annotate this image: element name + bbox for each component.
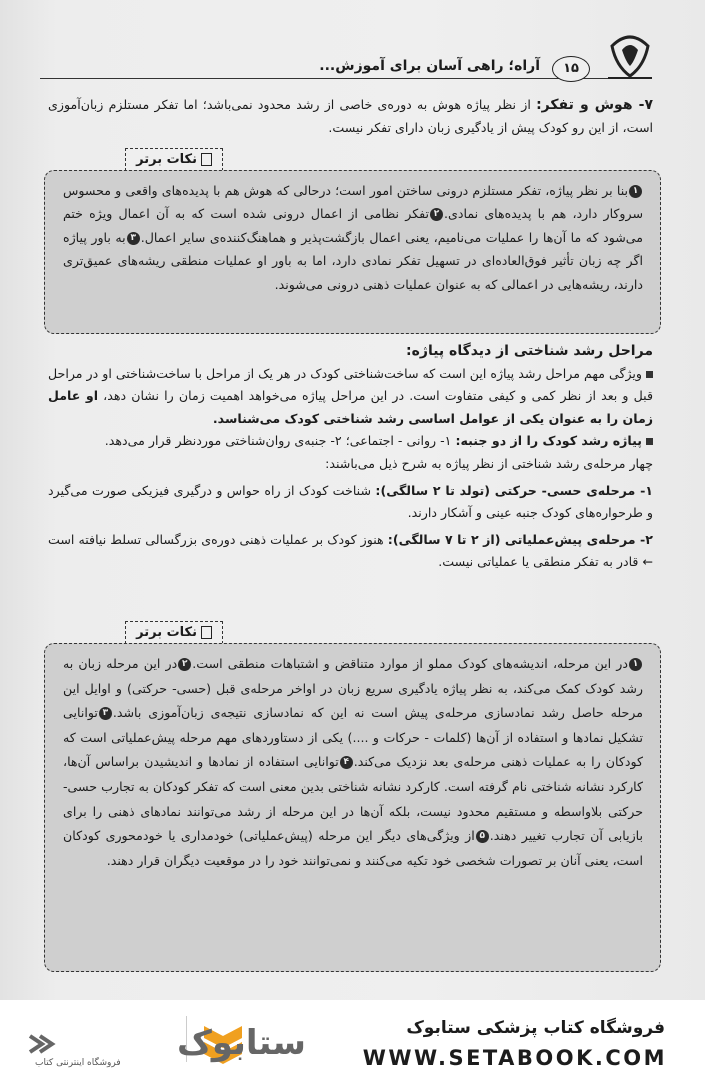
section-7-body: از نظر پیاژه هوش به دوره‌ی خاصی از رشد محدود نمی‌باشد؛ اما تفکر مستلزم زبان‌آموزی است، از این رو کودک پیش از یادگیری زبان دارای تفکر نیست. <box>48 97 653 135</box>
page-header <box>40 56 650 90</box>
tip-number-badge: ۵ <box>476 830 489 843</box>
running-title: آراه؛ راهی آسان برای آموزش... <box>319 58 540 74</box>
tip-number-badge: ۲ <box>178 658 191 671</box>
tip-1: در این مرحله، اندیشه‌های کودک مملو از موارد متناقض و اشتباهات منطقی است. <box>192 656 628 671</box>
stages-p3: چهار مرحله‌ی رشد شناختی از نظر پیاژه به شرح ذیل می‌باشند: <box>325 455 653 471</box>
tip-number-badge: ۱ <box>629 658 642 671</box>
tip-number-badge: ۴ <box>340 756 353 769</box>
section-7-paragraph <box>48 94 653 139</box>
tip-3: توانایی تشکیل نمادها و استفاده از آن‌ها (کلمات - حرکات و ....) یکی از دستاوردهای مهم مرحله پیش‌عملیاتی است که کودکان را به عملیات ذهنی مرحله‌ی بعد نزدیک می‌کند. <box>63 705 643 770</box>
bullet-square-icon <box>646 438 653 445</box>
tips-box-1-text <box>63 179 643 296</box>
header-rule <box>40 78 612 79</box>
stage-1-body: شناخت کودک از راه حواس و درگیری فیزیکی صورت می‌گیرد و طرحواره‌های کودک جنبه عینی و آشکار دارند. <box>48 482 653 521</box>
note-icon <box>201 626 212 639</box>
tip-number-badge: ۳ <box>127 232 140 245</box>
stage-2-body: هنوز کودک بر عملیات ذهنی دوره‌ی بزرگسالی تسلط نیافته است ← قادر به تفکر منطقی یا عملیاتی نیست. <box>48 531 653 570</box>
tip-5: از ویژگی‌های دیگر این مرحله (پیش‌عملیاتی) خودمداری یا خودمحوری کودکان است، یعنی آنان بر تصورات شخصی خود تکیه می‌کنند و نمی‌توانند خود را در موقعیت دیگران قرار دهند. <box>63 828 643 868</box>
tip-number-badge: ۳ <box>99 707 112 720</box>
stage-1-heading: ۱- مرحله‌ی حسی- حرکتی (تولد تا ۲ سالگی): <box>375 482 653 498</box>
tips-box-2-text <box>63 652 643 873</box>
tip-number-badge: ۲ <box>430 208 443 221</box>
bullet-square-icon <box>646 371 653 378</box>
tip-3: به باور پیاژه اگر چه زبان تأثیر فوق‌العاده‌ای در تسهیل تفکر نمادی دارد، اما به باور او عملیات منطقی ریشه‌های عمیق‌تری دارند، ریشه‌هایی در اعمالی که به عنوان عملیات ذهنی درونی می‌شوند. <box>63 229 643 292</box>
stages-p1-a: ویژگی مهم مراحل رشد پیاژه این است که ساخت‌شناختی کودک در هر یک از مراحل با ساخت‌شناختی او در مراحل قبل و بعد از نظر کمی و کیفی متفاوت است. در این مراحل پیاژه می‌خواهد اهمیت زمان را نشان دهد، <box>48 365 653 404</box>
tips-tab-2-label: نکات برتر <box>136 625 197 640</box>
tip-2: در این مرحله زبان به رشد کودک کمک می‌کند، به نظر پیاژه یادگیری سریع زبان در اواخر مرحله‌ی قبل (حسی- حرکتی) و اوایل این مرحله حاصل رشد نمادسازی مرحله‌ی پیش است نه این که نمادسازی نتیجه‌ی زبان‌آموزی باشد. <box>63 656 643 721</box>
tips-box-2 <box>44 643 661 972</box>
stages-heading: مراحل رشد شناختی از دیدگاه پیاژه: <box>406 343 653 359</box>
publisher-logo-icon <box>604 26 656 84</box>
store-url[interactable]: WWW.SETABOOK.COM <box>362 1046 667 1070</box>
page-number: ۱۵ <box>552 56 590 82</box>
tip-number-badge: ۱ <box>629 185 642 198</box>
tips-tab-1 <box>125 148 223 171</box>
tip-1: بنا بر نظر پیاژه، تفکر مستلزم درونی ساختن امور است؛ درحالی که هوش هم با پدیده‌های واقعی و محسوس سروکار دارد، هم با پدیده‌های نمادی. <box>63 183 644 222</box>
logo-tagline: فروشگاه اینترنتی کتاب <box>35 1058 121 1068</box>
store-footer <box>0 1000 705 1079</box>
stages-p1-b: او عامل زمان را به عنوان یکی از عوامل اساسی رشد شناختی کودک می‌شناسد. <box>48 388 653 426</box>
section-7-heading: ۷- هوش و تفکر: <box>536 97 653 113</box>
stages-section <box>48 340 653 574</box>
note-icon <box>201 153 212 166</box>
tip-4: توانایی استفاده از نمادها و اندیشیدن براساس آن‌ها، کارکرد نشانه شناختی نام گرفته است. کارکرد نشانه شناختی بدین معنی است که تفکر کودکان به تجارب حسی- حرکتی بلاواسطه و مستقیم محدود نیست، بلکه آن‌ها در این مرحله از رشد می‌توانند نمادهای ذهنی را برای بازیابی آن تجارب تغییر دهند. <box>63 754 644 844</box>
tips-tab-2 <box>125 621 223 644</box>
logo-wordmark: ستابوک <box>177 1023 306 1063</box>
store-name: فروشگاه کتاب پزشکی ستابوک <box>406 1018 665 1038</box>
stages-p2-a: پیاژه رشد کودک را از دو جنبه: <box>455 433 642 449</box>
tips-tab-1-label: نکات برتر <box>136 152 197 167</box>
tips-box-1 <box>44 170 661 334</box>
tip-2: تفکر نظامی از اعمال درونی شده است که به آن اعمال ویژه ختم می‌شود که ما آن‌ها را عملیات می‌نامیم، یعنی اعمال بازگشت‌پذیر و هماهنگ‌کننده‌ی سایر اعمال. <box>63 206 643 245</box>
stages-p2-b: ۱- روانی - اجتماعی؛ ۲- جنبه‌ی روان‌شناختی موردنظر قرار می‌دهد. <box>104 433 456 449</box>
stage-2-heading: ۲- مرحله‌ی پیش‌عملیاتی (از ۲ تا ۷ سالگی): <box>387 531 653 547</box>
